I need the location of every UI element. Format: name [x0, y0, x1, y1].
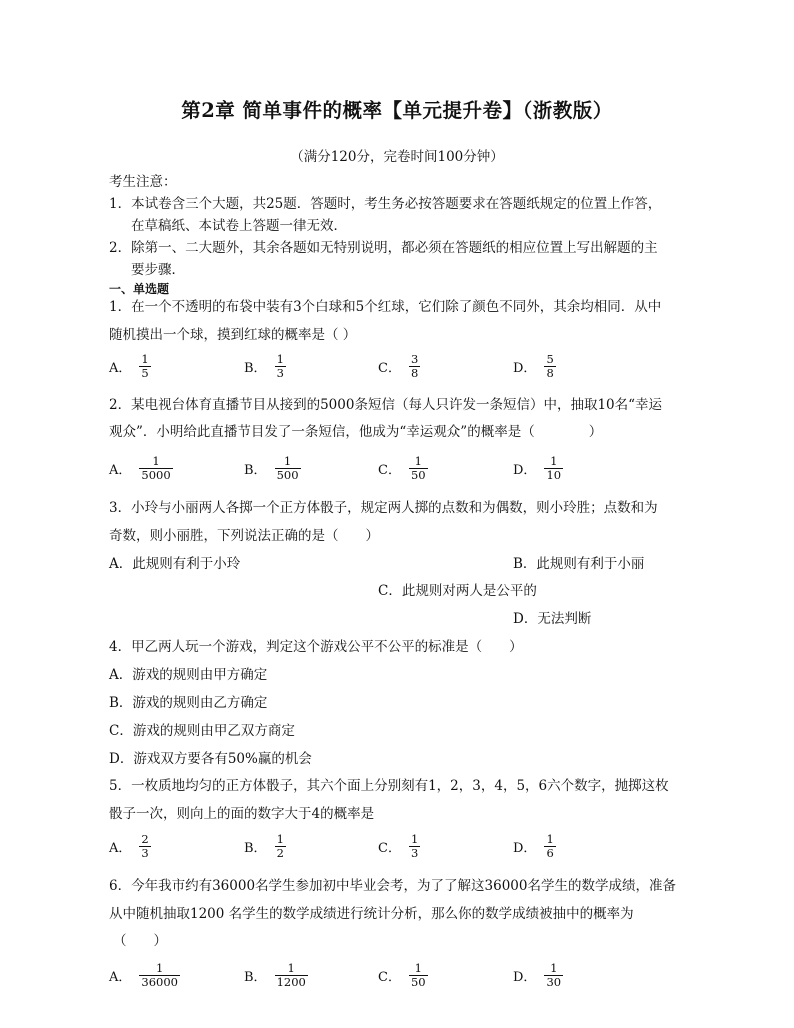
- question-3-text: 3．小玲与小丽两人各掷一个正方体骰子，规定两人掷的点数和为偶数，则小玲胜；点数和为: [109, 500, 658, 516]
- q6-option-a: A． $\frac{1}{36000}$: [109, 961, 178, 989]
- question-6-text: 6．今年我市约有36000名学生参加初中毕业会考，为了了解这36000名学生的数学成绩，准备: [109, 878, 676, 894]
- question-2-text: 2．某电视台体育直播节目从接到的5000条短信（每人只许发一条短信）中，抽取10名“幸运: [109, 397, 663, 413]
- q3-option-c: C．此规则对两人是公平的: [378, 583, 537, 599]
- page-title: 第2章 简单事件的概率【单元提升卷】（浙教版）: [181, 99, 613, 122]
- section-heading: 一、单选题: [109, 282, 170, 296]
- q1-option-d: D． $\frac{5}{8}$: [513, 352, 554, 380]
- question-1-text: 1．在一个不透明的布袋中装有3个白球和5个红球，它们除了颜色不同外，其余均相同．从中: [109, 299, 662, 315]
- notice-item-2-cont: 要步骤．: [131, 262, 185, 278]
- fraction: $\frac{1}{6}$: [546, 832, 554, 860]
- q3-option-b: B．此规则有利于小丽: [513, 556, 645, 572]
- fraction: $\frac{1}{3}$: [410, 832, 419, 860]
- fraction: $\frac{1}{2}$: [276, 832, 284, 860]
- q2-option-b: B． $\frac{1}{500}$: [244, 454, 299, 482]
- q5-option-c: C． $\frac{1}{3}$: [378, 832, 419, 860]
- q2-option-a: A． $\frac{1}{5000}$: [109, 454, 171, 482]
- q1-option-c: C． $\frac{3}{8}$: [378, 352, 419, 380]
- fraction: $\frac{1}{50}$: [410, 454, 426, 482]
- question-5-text: 5．一枚质地均匀的正方体骰子，其六个面上分别刻有1，2，3，4，5，6六个数字，抛掷这枚: [109, 778, 669, 794]
- q4-option-c: C．游戏的规则由甲乙双方商定: [109, 723, 295, 739]
- q5-option-a: A． $\frac{2}{3}$: [109, 832, 149, 860]
- notice-heading: 考生注意：: [109, 174, 177, 190]
- question-5-text-cont: 骰子一次，则向上的面的数字大于4的概率是: [109, 806, 375, 822]
- fraction: $\frac{3}{8}$: [410, 352, 419, 380]
- q6-option-c: C． $\frac{1}{50}$: [378, 961, 426, 989]
- fraction: $\frac{1}{5}$: [141, 352, 149, 380]
- q4-option-d: D．游戏双方要各有50%赢的机会: [109, 751, 312, 767]
- fraction: $\frac{5}{8}$: [546, 352, 554, 380]
- fraction: $\frac{1}{500}$: [276, 454, 299, 482]
- question-4-text: 4．甲乙两人玩一个游戏，判定这个游戏公平不公平的标准是（ ）: [109, 639, 523, 655]
- q3-option-a: A．此规则有利于小玲: [109, 556, 241, 572]
- question-2-text-cont: 观众”．小明给此直播节目发了一条短信，他成为“幸运观众”的概率是（ ）: [109, 424, 603, 440]
- q2-option-d: D． $\frac{1}{10}$: [513, 454, 562, 482]
- fraction: $\frac{1}{36000}$: [141, 961, 178, 989]
- fraction: $\frac{1}{10}$: [546, 454, 562, 482]
- notice-item-1: 1．本试卷含三个大题，共25题．答题时，考生务必按答题要求在答题纸规定的位置上作答，: [109, 196, 662, 212]
- notice-item-2: 2．除第一、二大题外，其余各题如无特别说明，都必须在答题纸的相应位置上写出解题的主: [109, 240, 658, 256]
- q3-option-d: D．无法判断: [513, 611, 592, 627]
- fraction: $\frac{2}{3}$: [141, 832, 149, 860]
- fraction: $\frac{1}{1200}$: [276, 961, 306, 989]
- question-6-answer-bracket: （ ）: [113, 933, 167, 949]
- q2-option-c: C． $\frac{1}{50}$: [378, 454, 426, 482]
- q1-option-a: A． $\frac{1}{5}$: [109, 352, 149, 380]
- q6-option-b: B． $\frac{1}{1200}$: [244, 961, 306, 989]
- q5-option-d: D． $\frac{1}{6}$: [513, 832, 554, 860]
- q5-option-b: B． $\frac{1}{2}$: [244, 832, 284, 860]
- q1-option-b: B． $\frac{1}{3}$: [244, 352, 284, 380]
- question-1-text-cont: 随机摸出一个球，摸到红球的概率是（ ）: [109, 327, 357, 343]
- q4-option-a: A．游戏的规则由甲方确定: [109, 667, 268, 683]
- notice-item-1-cont: 在草稿纸、本试卷上答题一律无效．: [131, 218, 347, 234]
- fraction: $\frac{1}{3}$: [276, 352, 284, 380]
- question-3-text-cont: 奇数，则小丽胜，下列说法正确的是（ ）: [109, 528, 379, 544]
- q6-option-d: D． $\frac{1}{30}$: [513, 961, 562, 989]
- fraction: $\frac{1}{50}$: [410, 961, 426, 989]
- question-6-text-cont: 从中随机抽取1200 名学生的数学成绩进行统计分析，那么你的数学成绩被抽中的概率为: [109, 906, 634, 922]
- fraction: $\frac{1}{30}$: [546, 961, 562, 989]
- fraction: $\frac{1}{5000}$: [141, 454, 171, 482]
- page-subtitle: （满分120分，完卷时间100分钟）: [290, 149, 504, 165]
- q4-option-b: B．游戏的规则由乙方确定: [109, 695, 268, 711]
